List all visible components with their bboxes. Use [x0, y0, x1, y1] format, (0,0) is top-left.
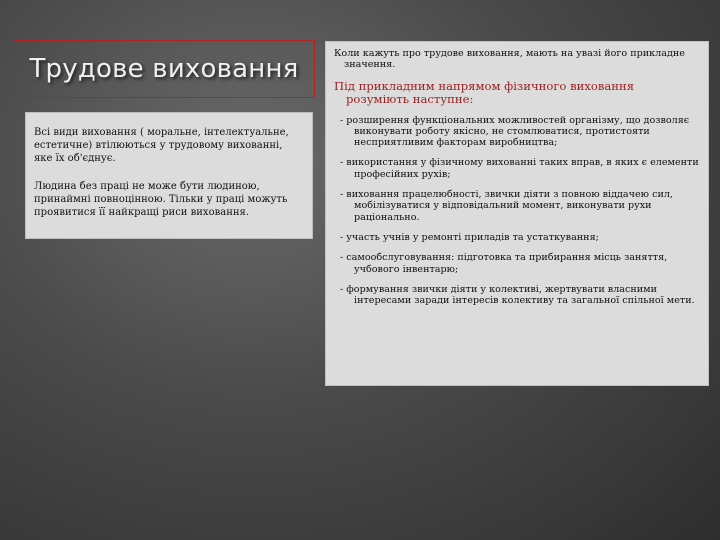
list-item: - самообслуговування: підготовка та прибирання місць заняття, учбового інвентарю;	[340, 252, 668, 275]
title-box	[13, 40, 315, 98]
list-item: - розширення функціональних можливостей організму, що дозволяє виконувати роботу якісно, не стомлюватися, протистояти несприятливим факторам виробництва;	[340, 114, 690, 149]
section-heading: Під прикладним напрямом фізичного виховання розуміють наступне:	[334, 78, 635, 106]
left-paragraph-2: Людина без праці не може бути людиною, принаймні повноцінною. Тільки у праці можуть проявитися її найкращі риси виховання.	[34, 181, 288, 218]
left-paragraph-1: Всі види виховання ( моральне, інтелектуальне, естетичне) втілюються у трудовому вихованні, яке їх об'єднує.	[34, 127, 289, 164]
list-item: - формування звички діяти у колективі, жертвувати власними інтересами заради інтересів колективу та загальної спільної мети.	[340, 283, 695, 307]
left-text-box	[25, 112, 313, 239]
slide-title: Трудове виховання	[29, 54, 299, 84]
list-item: - участь учнів у ремонті приладів та устаткування;	[340, 231, 599, 243]
list-item: - виховання працелюбності, звички діяти з повною віддачею сил, мобілізуватися у відповідальний момент, виконувати рухи раціонально.	[340, 189, 673, 223]
right-text-box	[325, 41, 709, 386]
intro-text: Коли кажуть про трудове виховання, мають на увазі його прикладне значення.	[334, 48, 685, 71]
list-item: - використання у фізичному вихованні таких вправ, в яких є елементи професійних рухів;	[340, 157, 699, 180]
